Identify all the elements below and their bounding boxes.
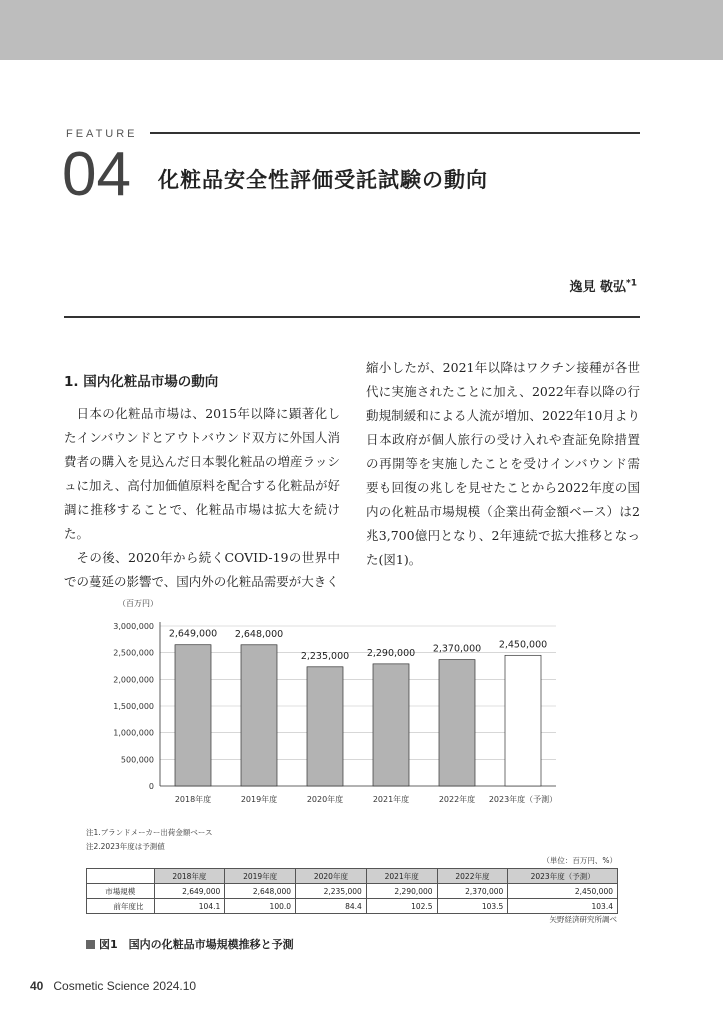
paragraph: その後、2020年から続くCOVID-19の世界中での蔓延の影響で、国内外の化粧品需要が大きく <box>64 550 340 589</box>
bar-data-label: 2,649,000 <box>168 628 218 640</box>
table-header-row <box>87 869 618 884</box>
figure-caption-text: 図1 国内の化粧品市場規模推移と予測 <box>99 938 294 951</box>
table-cell: 104.1 <box>154 899 225 914</box>
caption-square-icon <box>86 940 95 949</box>
section-heading: 1. 国内化粧品市場の動向 <box>64 374 219 390</box>
bar-data-label: 2,450,000 <box>498 639 548 651</box>
feature-number: 04 <box>62 140 131 209</box>
bar-data-label: 2,235,000 <box>300 650 350 662</box>
body-column-left <box>64 402 340 594</box>
table-cell: 102.5 <box>366 899 437 914</box>
table-header: 2021年度 <box>366 869 437 884</box>
author <box>570 276 638 295</box>
table-cell: 2,450,000 <box>508 884 618 899</box>
bar <box>307 667 343 786</box>
feature-rule <box>150 132 640 134</box>
page-footer <box>30 979 196 993</box>
author-name: 逸見 敬弘 <box>569 280 627 295</box>
y-tick-label: 0 <box>148 782 154 791</box>
bar <box>373 664 409 786</box>
body-column-right <box>366 356 640 572</box>
x-tick-label: 2023年度（予測） <box>488 795 558 804</box>
table-cell: 2,648,000 <box>225 884 296 899</box>
table-header: 2022年度 <box>437 869 508 884</box>
y-tick-label: 3,000,000 <box>113 622 154 631</box>
table-cell: 103.5 <box>437 899 508 914</box>
bar <box>175 645 211 786</box>
bar-data-label: 2,290,000 <box>366 647 416 659</box>
feature-label: FEATURE <box>66 128 138 140</box>
market-size-chart <box>86 594 646 814</box>
chart-notes <box>86 826 213 854</box>
bar <box>505 655 541 786</box>
y-tick-label: 1,000,000 <box>113 728 154 738</box>
table-cell: 84.4 <box>296 899 367 914</box>
bar <box>439 660 475 786</box>
table-corner <box>87 869 155 884</box>
note: 注1.ブランドメーカー出荷金額ベース <box>86 828 213 837</box>
author-rule <box>64 316 640 318</box>
table-header: 2019年度 <box>225 869 296 884</box>
y-tick-label: 2,000,000 <box>113 675 154 685</box>
y-tick-label: 2,500,000 <box>113 648 154 658</box>
table-cell: 100.0 <box>225 899 296 914</box>
y-tick-label: 500,000 <box>120 755 154 765</box>
x-tick-label: 2022年度 <box>438 795 476 804</box>
bar-chart-svg <box>86 594 646 814</box>
x-tick-label: 2018年度 <box>174 795 212 804</box>
y-tick-label: 1,500,000 <box>113 702 154 711</box>
paragraph: 日本の化粧品市場は、2015年以降に顕著化したインバウンドとアウトバウンド双方に外国人消費者の購入を見込んだ日本製化粧品の増産ラッシュに加え、高付加価値原料を配合する化粧品が好調に推移することで、化粧品市場は拡大を続けた。 <box>64 406 340 541</box>
top-band <box>0 0 723 60</box>
table-row <box>87 899 618 914</box>
table-cell: 2,235,000 <box>296 884 367 899</box>
table-header: 2020年度 <box>296 869 367 884</box>
bar <box>241 645 277 786</box>
figure-caption <box>86 936 294 952</box>
bar-data-label: 2,370,000 <box>432 643 482 655</box>
publication-name: Cosmetic Science 2024.10 <box>53 979 197 993</box>
page-number: 40 <box>30 979 44 993</box>
table-cell: 103.4 <box>508 899 618 914</box>
row-label: 前年度比 <box>87 899 155 914</box>
market-size-table <box>86 868 618 914</box>
bar-data-label: 2,648,000 <box>234 628 284 640</box>
x-tick-label: 2020年度 <box>306 795 344 804</box>
article-title: 化粧品安全性評価受託試験の動向 <box>158 168 488 192</box>
note: 注2.2023年度は予測値 <box>86 842 165 851</box>
table-row <box>87 884 618 899</box>
author-mark: *1 <box>626 278 637 289</box>
table-header: 2018年度 <box>154 869 225 884</box>
table-cell: 2,649,000 <box>154 884 225 899</box>
table-header: 2023年度（予測） <box>508 869 618 884</box>
x-tick-label: 2019年度 <box>240 795 278 804</box>
y-axis-unit: （百万円） <box>118 599 158 608</box>
table-unit: （単位：百万円、%） <box>542 856 617 865</box>
table-cell: 2,290,000 <box>366 884 437 899</box>
table-source: 矢野経済研究所調べ <box>549 915 617 924</box>
table-cell: 2,370,000 <box>437 884 508 899</box>
x-tick-label: 2021年度 <box>372 795 410 804</box>
row-label: 市場規模 <box>87 884 155 899</box>
paragraph: 縮小したが、2021年以降はワクチン接種が各世代に実施されたことに加え、2022年春以降の行動規制緩和による人流が増加、2022年10月より日本政府が個人旅行の受け入れや査証免除措置の再開等を実施したことを受けインバウンド需要も回復の兆しを見せたことから2022年度の国内の化粧品市場規模（企業出荷金額ベース）は2兆3,700億円となり、2年連続で拡大推移となった(図1)。 <box>366 360 640 567</box>
